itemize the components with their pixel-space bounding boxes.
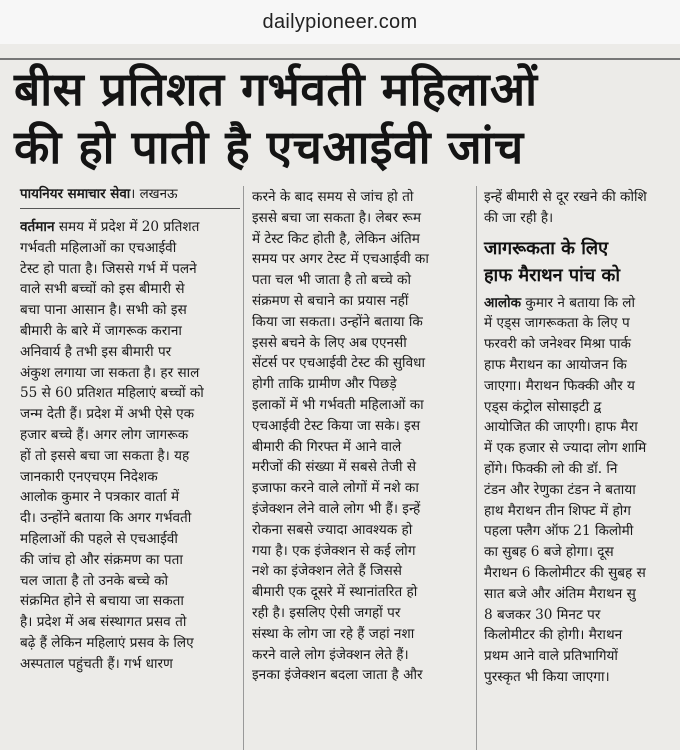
text-line: इंजेक्शन लेने वाले लोग भी हैं। इन्हें [252, 500, 421, 517]
text-line: हाथ मैराथन तीन शिफ्ट में होग [484, 502, 631, 519]
article-column-1 [20, 184, 238, 675]
text-line: नशे का इंजेक्शन लेते हैं जिससे [252, 563, 402, 580]
headline-line-1: बीस प्रतिशत गर्भवती महिलाओं [14, 62, 538, 116]
headline [14, 60, 680, 176]
lead-line [20, 217, 238, 238]
text-line: अनिवार्य है तभी इस बीमारी पर [20, 343, 172, 360]
byline-place: लखनऊ [139, 187, 178, 202]
text-line: जानकारी एनएचएम निदेशक [20, 468, 158, 485]
column-separator [476, 186, 477, 750]
text-line: टेस्ट हो पाता है। जिससे गर्भ में पलने [20, 260, 197, 277]
text-line: बचा पाना आसान है। सभी को इस [20, 302, 187, 319]
text-line: 55 से 60 प्रतिशत महिलाएं बच्चों को [20, 385, 204, 402]
newspaper-clipping [0, 44, 680, 750]
text-line: पता चल भी जाता है तो बच्चे को [252, 272, 412, 289]
text-line: चल जाता है तो उनके बच्चे को [20, 572, 169, 589]
text-line: 8 बजकर 30 मिनट पर [484, 606, 601, 623]
text-line: अंकुश लगाया जा सकता है। हर साल [20, 364, 200, 381]
text-line: समय पर अगर टेस्ट में एचआईवी का [252, 251, 429, 268]
text-line: मैराथन 6 किलोमीटर की सुबह स [484, 564, 646, 581]
text-line: जन्म देती हैं। प्रदेश में अभी ऐसे एक [20, 406, 195, 423]
text-line: सेंटर्स पर एचआईवी टेस्ट की सुविधा [252, 355, 426, 372]
text-line: जाएगा। मैराथन फिक्की और य [484, 377, 635, 394]
text-line: में एड्स जागरूकता के लिए प [484, 315, 630, 332]
text-line: अस्पताल पहुंचती हैं। गर्भ धारण [20, 655, 173, 672]
text-line: में एक हजार से ज्यादा लोग शामि [484, 440, 647, 457]
text-line: है। प्रदेश में अब संस्थागत प्रसव तो [20, 614, 187, 631]
text-line: वाले सभी बच्चों को इस बीमारी से [20, 281, 185, 298]
url-text: dailypioneer.com [262, 10, 418, 33]
text-line: किया जा सकता। उन्होंने बताया कि [252, 313, 423, 330]
text-line: संक्रमण से बचाने का प्रयास नहीं [252, 292, 409, 309]
byline-agency: पायनियर समाचार सेवा [20, 187, 131, 202]
byline [20, 184, 238, 206]
text-line: गया है। एक इंजेक्शन से कई लोग [252, 542, 416, 559]
text-line: का सुबह 6 बजे होगा। दूस [484, 544, 614, 561]
text-line: हाफ मैराथन का आयोजन कि [484, 356, 627, 373]
text-line: बढ़े हैं लेकिन महिलाएं प्रसव के लिए [20, 634, 194, 651]
lead-word: वर्तमान [20, 219, 55, 235]
text-line: मरीजों की संख्या में सबसे तेजी से [252, 459, 417, 476]
text-line: एड्स कंट्रोल सोसाइटी द्व [484, 398, 602, 415]
text-line: पुरस्कृत भी किया जाएगा। [484, 668, 610, 685]
text-line: की जा रही है। [484, 209, 554, 226]
text-line: हजार बच्चे हैं। अगर लोग जागरूक [20, 426, 189, 443]
browser-url-bar[interactable] [0, 0, 680, 45]
text-line: रही है। इसलिए ऐसी जगहों पर [252, 604, 401, 621]
text-line: होगी ताकि ग्रामीण और पिछड़े [252, 376, 397, 393]
text-line: करने वाले लोग इंजेक्शन लेते हैं। [252, 646, 409, 663]
lead-line [484, 293, 680, 314]
text-line: टंडन और रेणुका टंडन ने बताया [484, 481, 636, 498]
lead-text: कुमार ने बताया कि लो [521, 294, 636, 311]
text-line: दी। उन्होंने बताया कि अगर गर्भवती [20, 510, 192, 527]
headline-line-2: की हो पाती है एचआईवी जांच [14, 120, 524, 174]
text-line: होंगे। फिक्की लो की डॉ. नि [484, 460, 618, 477]
column-separator [243, 186, 244, 750]
text-line: इजाफा करने वाले लोगों में नशे का [252, 480, 419, 497]
text-line: बीमारी की गिरफ्त में आने वाले [252, 438, 402, 455]
text-line: सात बजे और अंतिम मैराथन सु [484, 585, 636, 602]
text-line: गर्भवती महिलाओं का एचआईवी [20, 239, 177, 256]
lead-text: समय में प्रदेश में 20 प्रतिशत [54, 219, 200, 235]
article-column-2 [252, 187, 470, 686]
subheading: जागरूकता के लिए [484, 237, 609, 259]
text-line: फरवरी को जनेश्वर मिश्रा पार्क [484, 336, 631, 353]
byline-rule [20, 208, 240, 209]
text-line: इलाकों में भी गर्भवती महिलाओं का [252, 396, 424, 413]
text-line: हों तो इससे बचा जा सकता है। यह [20, 447, 190, 464]
text-line: में टेस्ट किट होती है, लेकिन अंतिम [252, 230, 420, 247]
subheading: हाफ मैराथन पांच को [484, 264, 620, 286]
text-line: रोकना सबसे ज्यादा आवश्यक हो [252, 521, 413, 538]
text-line: संस्था के लोग जा रहे हैं जहां नशा [252, 625, 415, 642]
article-column-3 [484, 187, 680, 688]
lead-word: आलोक [484, 294, 522, 311]
text-line: इससे बचने के लिए अब एएनसी [252, 334, 407, 351]
text-line: इनका इंजेक्शन बदला जाता है और [252, 667, 423, 684]
text-line: प्रथम आने वाले प्रतिभागियों [484, 648, 618, 665]
text-line: पहला फ्लैग ऑफ 21 किलोमी [484, 523, 634, 540]
text-line: बीमारी के बारे में जागरूक कराना [20, 322, 182, 339]
text-line: इन्हें बीमारी से दूर रखने की कोशि [484, 189, 647, 205]
text-line: बीमारी एक दूसरे में स्थानांतरित हो [252, 584, 418, 601]
text-line: किलोमीटर की होगी। मैराथन [484, 627, 623, 644]
text-line: एचआईवी टेस्ट किया जा सके। इस [252, 417, 421, 434]
byline-separator: । [130, 187, 136, 202]
text-line: करने के बाद समय से जांच हो तो [252, 189, 414, 205]
text-line: संक्रमित होने से बचाया जा सकता [20, 593, 184, 610]
text-line: की जांच हो और संक्रमण का पता [20, 551, 183, 568]
text-line: इससे बचा जा सकता है। लेबर रूम [252, 209, 421, 226]
text-line: आलोक कुमार ने पत्रकार वार्ता में [20, 489, 180, 506]
text-line: महिलाओं की पहले से एचआईवी [20, 530, 178, 547]
text-line: आयोजित की जाएगी। हाफ मैरा [484, 419, 638, 436]
